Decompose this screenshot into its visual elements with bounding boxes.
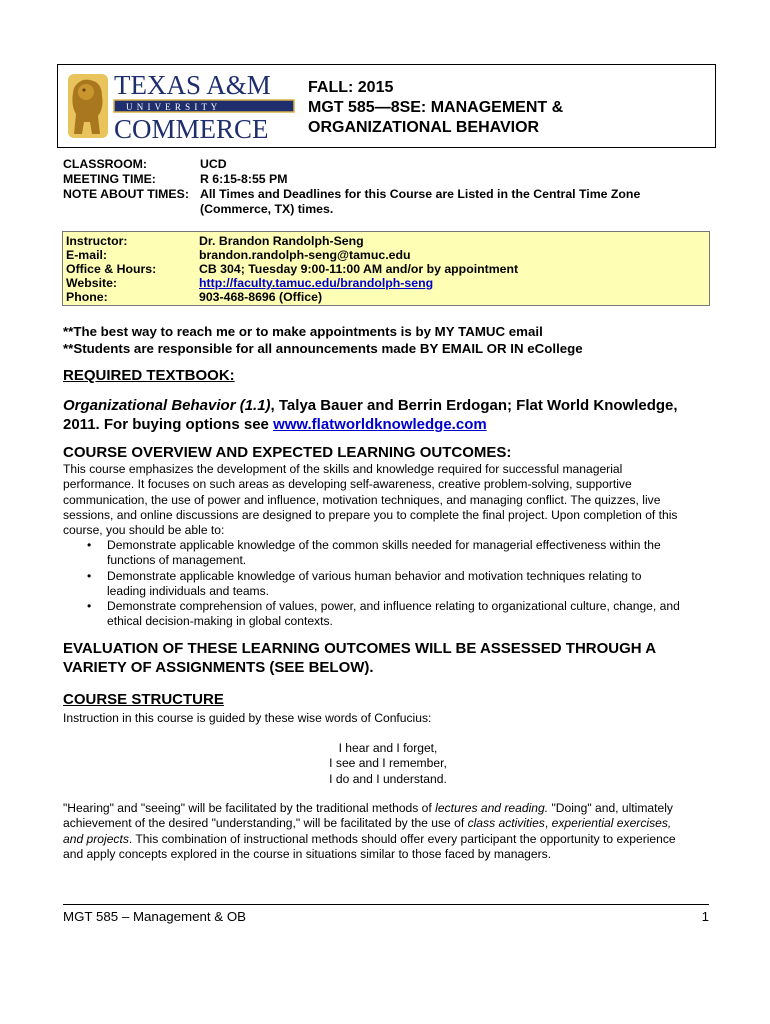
logo-line1: TEXAS A&M (114, 70, 271, 100)
outcome-item (87, 538, 712, 569)
outcomes-list (87, 538, 712, 630)
evaluation-heading (63, 639, 713, 677)
outcome-line: Demonstrate applicable knowledge of various human behavior and motivation techniques relating to (107, 568, 642, 583)
textbook-heading: REQUIRED TEXTBOOK: (63, 367, 235, 384)
classroom-label: CLASSROOM: (63, 157, 148, 171)
phone-label: Phone: (66, 290, 108, 304)
outcome-line: Demonstrate applicable knowledge of the common skills needed for managerial effectiveness within the (107, 538, 661, 552)
note-label: NOTE ABOUT TIMES: (63, 187, 189, 201)
instructor-label: Instructor: (66, 234, 128, 248)
overview-heading: COURSE OVERVIEW AND EXPECTED LEARNING OUTCOMES: (63, 444, 512, 461)
logo-line3: COMMERCE (114, 114, 269, 144)
outcome-line: functions of management. (107, 553, 247, 568)
phone-value: 903-468-8696 (Office) (199, 290, 323, 304)
bullet-icon: • (87, 538, 92, 552)
email-value: brandon.randolph-seng@tamuc.edu (199, 248, 411, 262)
overview-paragraph (63, 462, 711, 538)
structure-text: "Hearing" and "seeing" will be facilitated by the traditional methods of (63, 801, 436, 815)
confucius-quote (63, 741, 713, 787)
structure-paragraph (63, 801, 711, 862)
overview-line: This course emphasizes the development of the skills and knowledge required for successful managerial (63, 462, 623, 476)
lion-emblem-icon (68, 74, 108, 138)
instructor-name: Dr. Brandon Randolph-Seng (199, 234, 364, 248)
evaluation-line: EVALUATION OF THESE LEARNING OUTCOMES WILL BE ASSESSED THROUGH A (63, 640, 657, 657)
textbook-buy-prefix: 2011. For buying options see (63, 416, 274, 433)
overview-line: communication, the use of power and influence, motivation techniques, and managing conflict. The quizzes, live (63, 492, 661, 507)
bullet-icon: • (87, 568, 92, 583)
textbook-authors: , Talya Bauer and Berrin Erdogan; Flat World Knowledge, (270, 397, 678, 414)
structure-text: lectures and reading. (435, 801, 549, 815)
structure-heading: COURSE STRUCTURE (63, 691, 224, 708)
structure-text: , (544, 816, 552, 831)
structure-text: and apply concepts explored in the course in situations similar to those faced by managers. (63, 846, 552, 861)
outcome-line: leading individuals and teams. (107, 583, 270, 598)
quote-line: I see and I remember, (329, 756, 447, 771)
structure-text: and projects (63, 831, 129, 846)
bullet-icon: • (87, 599, 92, 614)
note-line-1: **The best way to reach me or to make appointments is by MY TAMUC email (63, 324, 543, 339)
outcome-item (87, 599, 712, 630)
university-logo (62, 68, 298, 144)
note-value-2: (Commerce, TX) times. (200, 202, 334, 216)
structure-text: . This combination of instructional methods should offer every participant the opportunity to experience (128, 831, 676, 846)
outcome-item (87, 569, 712, 600)
meeting-label: MEETING TIME: (63, 172, 156, 186)
office-label: Office & Hours: (66, 262, 157, 276)
course-line2: ORGANIZATIONAL BEHAVIOR (308, 119, 540, 136)
logo-line2: U N I V E R S I T Y (126, 102, 219, 112)
note-line-2: **Students are responsible for all announcements made BY EMAIL OR IN eCollege (63, 341, 583, 356)
overview-line: sessions, and online discussions are designed to prepare you to complete the final project. Upon completion of this (63, 507, 678, 522)
page-number: 1 (701, 909, 709, 924)
structure-text: "Doing" and, ultimately (548, 801, 673, 815)
outcome-line: Demonstrate comprehension of values, power, and influence relating to organizational culture, change, and (107, 599, 680, 614)
outcome-line: ethical decision-making in global contexts. (107, 614, 333, 629)
page-footer (63, 904, 709, 924)
course-line1: MGT 585—8SE: MANAGEMENT & (308, 99, 564, 116)
email-label: E-mail: (66, 248, 107, 262)
evaluation-line: VARIETY OF ASSIGNMENTS (SEE BELOW). (63, 659, 374, 676)
classroom-value: UCD (200, 157, 227, 171)
website-link[interactable]: http://faculty.tamuc.edu/brandolph-seng (199, 276, 434, 290)
textbook-title: Organizational Behavior (1.1) (63, 397, 271, 414)
course-title (308, 78, 708, 138)
meeting-value: R 6:15-8:55 PM (200, 172, 288, 186)
textbook-link[interactable]: www.flatworldknowledge.com (273, 416, 487, 433)
textbook-info (63, 396, 713, 434)
note-value-1: All Times and Deadlines for this Course are Listed in the Central Time Zone (200, 187, 641, 201)
structure-text: class activities (467, 816, 545, 831)
footer-course: MGT 585 – Management & OB (63, 909, 247, 924)
website-label: Website: (66, 276, 118, 290)
overview-line: performance. It focuses on such areas as developing self-awareness, creative problem-solving, supportive (63, 477, 632, 492)
instructor-box (62, 231, 710, 306)
contact-notes (63, 323, 583, 357)
structure-text: achievement of the desired "understanding," will be facilitated by the use of (63, 816, 468, 831)
office-value: CB 304; Tuesday 9:00-11:00 AM and/or by appointment (199, 262, 519, 276)
structure-intro: Instruction in this course is guided by these wise words of Confucius: (63, 711, 432, 725)
quote-line: I hear and I forget, (338, 741, 438, 755)
structure-text: experiential exercises, (551, 816, 672, 831)
overview-line: course, you should be able to: (63, 523, 225, 538)
quote-line: I do and I understand. (329, 771, 447, 786)
term: FALL: 2015 (308, 79, 394, 96)
